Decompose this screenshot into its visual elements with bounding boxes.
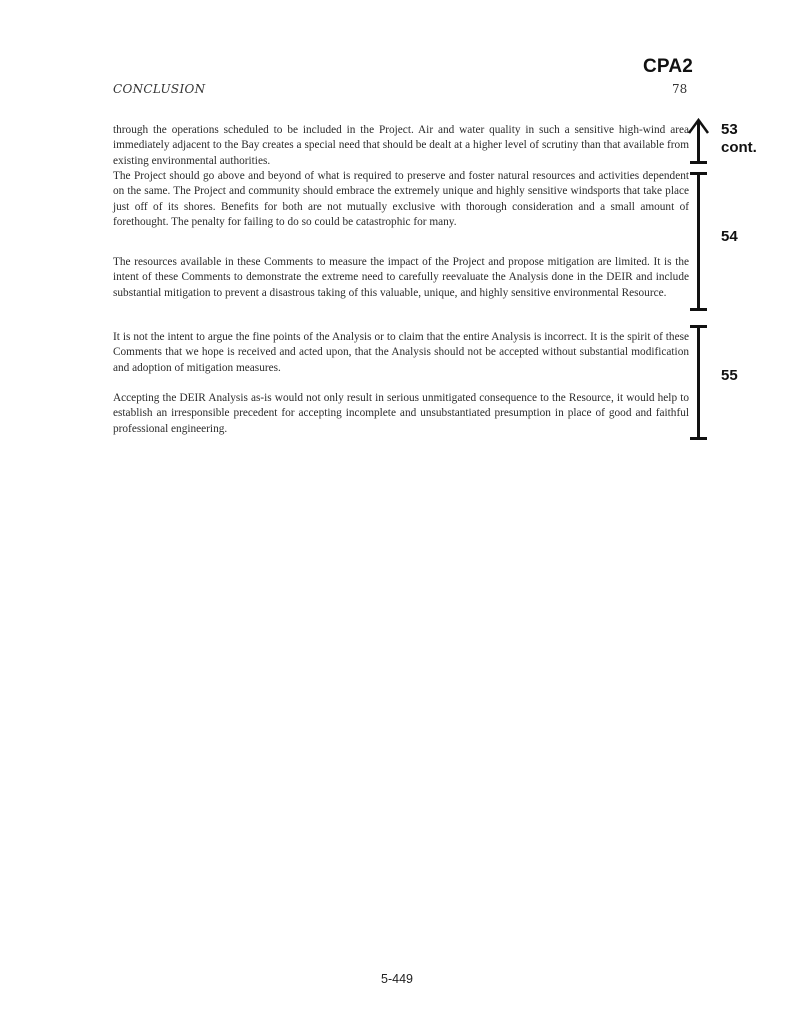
page-number: 78 [672, 82, 688, 96]
comment-label-53 [721, 121, 757, 157]
comment-note: cont. [721, 139, 757, 156]
running-head: CONCLUSION [113, 82, 206, 96]
document-id: CPA2 [643, 56, 694, 77]
footer-page-id: 5-449 [381, 972, 413, 986]
paragraph-3: The resources available in these Comments to measure the impact of the Project and propose mitigation are limited. It is the intent of these Comments to demonstrate the extreme need to carefully reevaluate the Analysis done in the DEIR and include substantial mitigation to prevent a disastrous taking of this valuable, unique, and highly sensitive environmental Resource. [113, 256, 689, 299]
comment-number: 53 [721, 121, 738, 138]
paragraph-1: through the operations scheduled to be included in the Project. Air and water quality in such a sensitive high-wind area immediately adjacent to the Bay creates a special need that should be dealt at a higher level of scrutiny than that available from existing environmental authorities. [113, 124, 689, 167]
paragraph-2: The Project should go above and beyond of what is required to preserve and foster natural resources and activities dependent on the same. The Project and community should embrace the extremely unique and highly sensitive windsports that take place just off of its shores. Benefits for both are not mutually exclusive with thorough consideration and a small amount of forethought. The penalty for failing to do so could be catastrophic for many. [113, 170, 689, 229]
comment-label-54: 54 [721, 228, 738, 245]
paragraph-4: It is not the intent to argue the fine points of the Analysis or to claim that the entire Analysis is incorrect. It is the spirit of these Comments that we hope is received and acted upon, that the Analysis should not be accepted without substantial modification and adoption of mitigation measures. [113, 331, 689, 374]
comment-label-55: 55 [721, 367, 738, 384]
paragraph-5: Accepting the DEIR Analysis as-is would not only result in serious unmitigated consequence to the Resource, it would help to establish an irresponsible precedent for accepting incomplete and unsubstantiated presumption in place of good and faithful professional engineering. [113, 392, 689, 435]
